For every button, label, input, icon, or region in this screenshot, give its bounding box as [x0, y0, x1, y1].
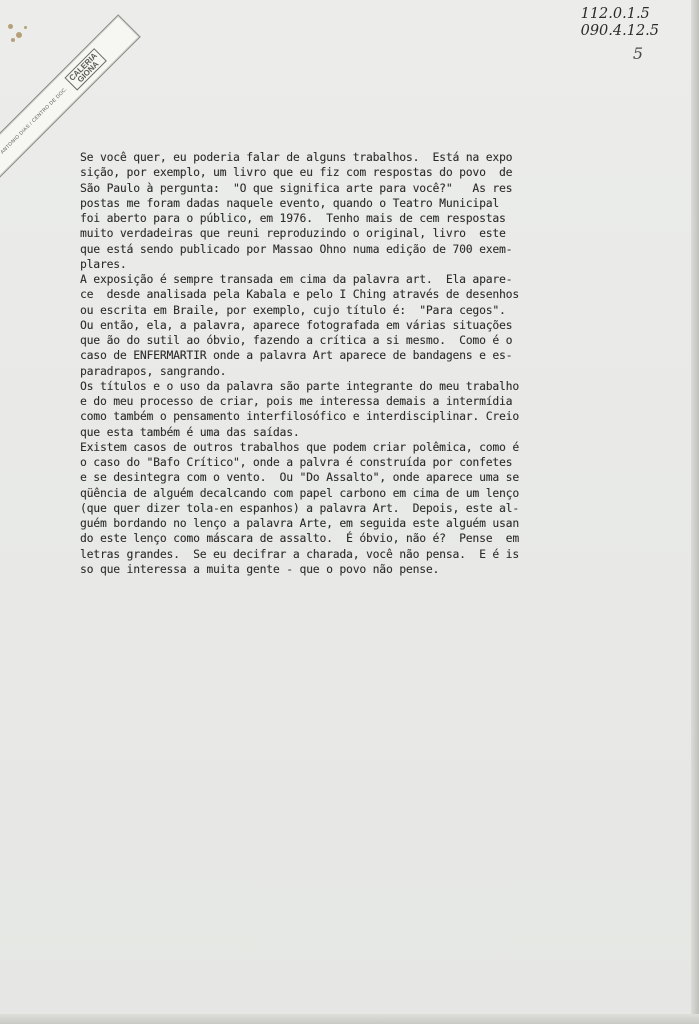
text-line: São Paulo à pergunta: "O que significa arte para você?" As res — [80, 181, 513, 195]
text-line: o caso do "Bafo Crítico", onde a palvra é construída por confetes — [80, 456, 513, 469]
text-line: Existem casos de outros trabalhos que podem criar polêmica, como é — [80, 440, 519, 454]
text-line: caso de ENFERMARTIR onde a palavra Art aparece de bandagens e es- — [80, 349, 513, 363]
stamp-logo: CALERIA GIONA — [65, 48, 107, 90]
text-line: que está sendo publicado por Massao Ohno numa edição de 700 exem- — [80, 242, 513, 256]
text-line: qüência de alguém decalcando com papel carbono em cima de um lenço — [80, 486, 519, 500]
text-line: letras grandes. Se eu decifrar a charada, você não pensa. E é is — [80, 547, 519, 561]
text-line: A exposição é sempre transada em cima da palavra art. Ela apare- — [80, 273, 513, 286]
text-line: e do meu processo de criar, pois me interessa demais a intermídia — [80, 395, 513, 408]
stamp-caption: ANTONIO DIAS / CENTRO DE DOC. — [0, 86, 69, 156]
text-line: ce desde analisada pela Kabala e pelo I Ching através de desenhos — [80, 288, 519, 302]
text-line: plares. — [80, 257, 127, 271]
text-line: Se você quer, eu poderia falar de alguns trabalhos. Está na expo — [80, 151, 513, 164]
text-line: muito verdadeiras que reuni reproduzindo o original, livro este — [80, 227, 506, 241]
text-line: guém bordando no lenço a palavra Arte, em seguida este alguém usan — [80, 517, 519, 530]
text-line: foi aberto para o público, em 1976. Tenho mais de cem respostas — [80, 212, 506, 225]
typewritten-body — [80, 150, 640, 577]
text-line: ou escrita em Braile, por exemplo, cujo título é: "Para cegos". — [80, 303, 506, 317]
page-edge-bottom — [0, 1014, 699, 1024]
text-line: como também o pensamento interfilosófico e interdisciplinar. Creio — [80, 410, 519, 424]
text-line: paradrapos, sangrando. — [80, 364, 227, 378]
page-edge-right — [691, 0, 699, 1024]
paper-stains — [2, 18, 42, 58]
archive-code — [581, 6, 659, 40]
text-line: Os títulos e o uso da palavra são parte integrante do meu trabalho — [80, 379, 519, 393]
text-line: do este lenço como máscara de assalto. É óbvio, não é? Pense em — [80, 532, 519, 546]
text-line: (que quer dizer tola-en espanhos) a palavra Art. Depois, este al- — [80, 501, 519, 515]
text-line: que esta também é uma das saídas. — [80, 425, 300, 439]
text-line: que ão do sutil ao óbvio, fazendo a crítica a si mesmo. Como é o — [80, 334, 513, 347]
page-number: 5 — [632, 44, 643, 63]
archive-code-line-2: 090.4.12.5 — [580, 23, 659, 39]
text-line: sição, por exemplo, um livro que eu fiz com respostas do povo de — [80, 166, 513, 180]
text-line: so que interessa a muita gente - que o povo não pense. — [80, 562, 440, 576]
text-line: Ou então, ela, a palavra, aparece fotografada em várias situações — [80, 318, 513, 332]
text-line: e se desintegra com o vento. Ou "Do Assalto", onde aparece uma se — [80, 471, 519, 485]
text-line: postas me foram dadas naquele evento, quando o Teatro Municipal — [80, 196, 500, 210]
archive-code-line-1: 112.0.1.5 — [580, 6, 650, 22]
